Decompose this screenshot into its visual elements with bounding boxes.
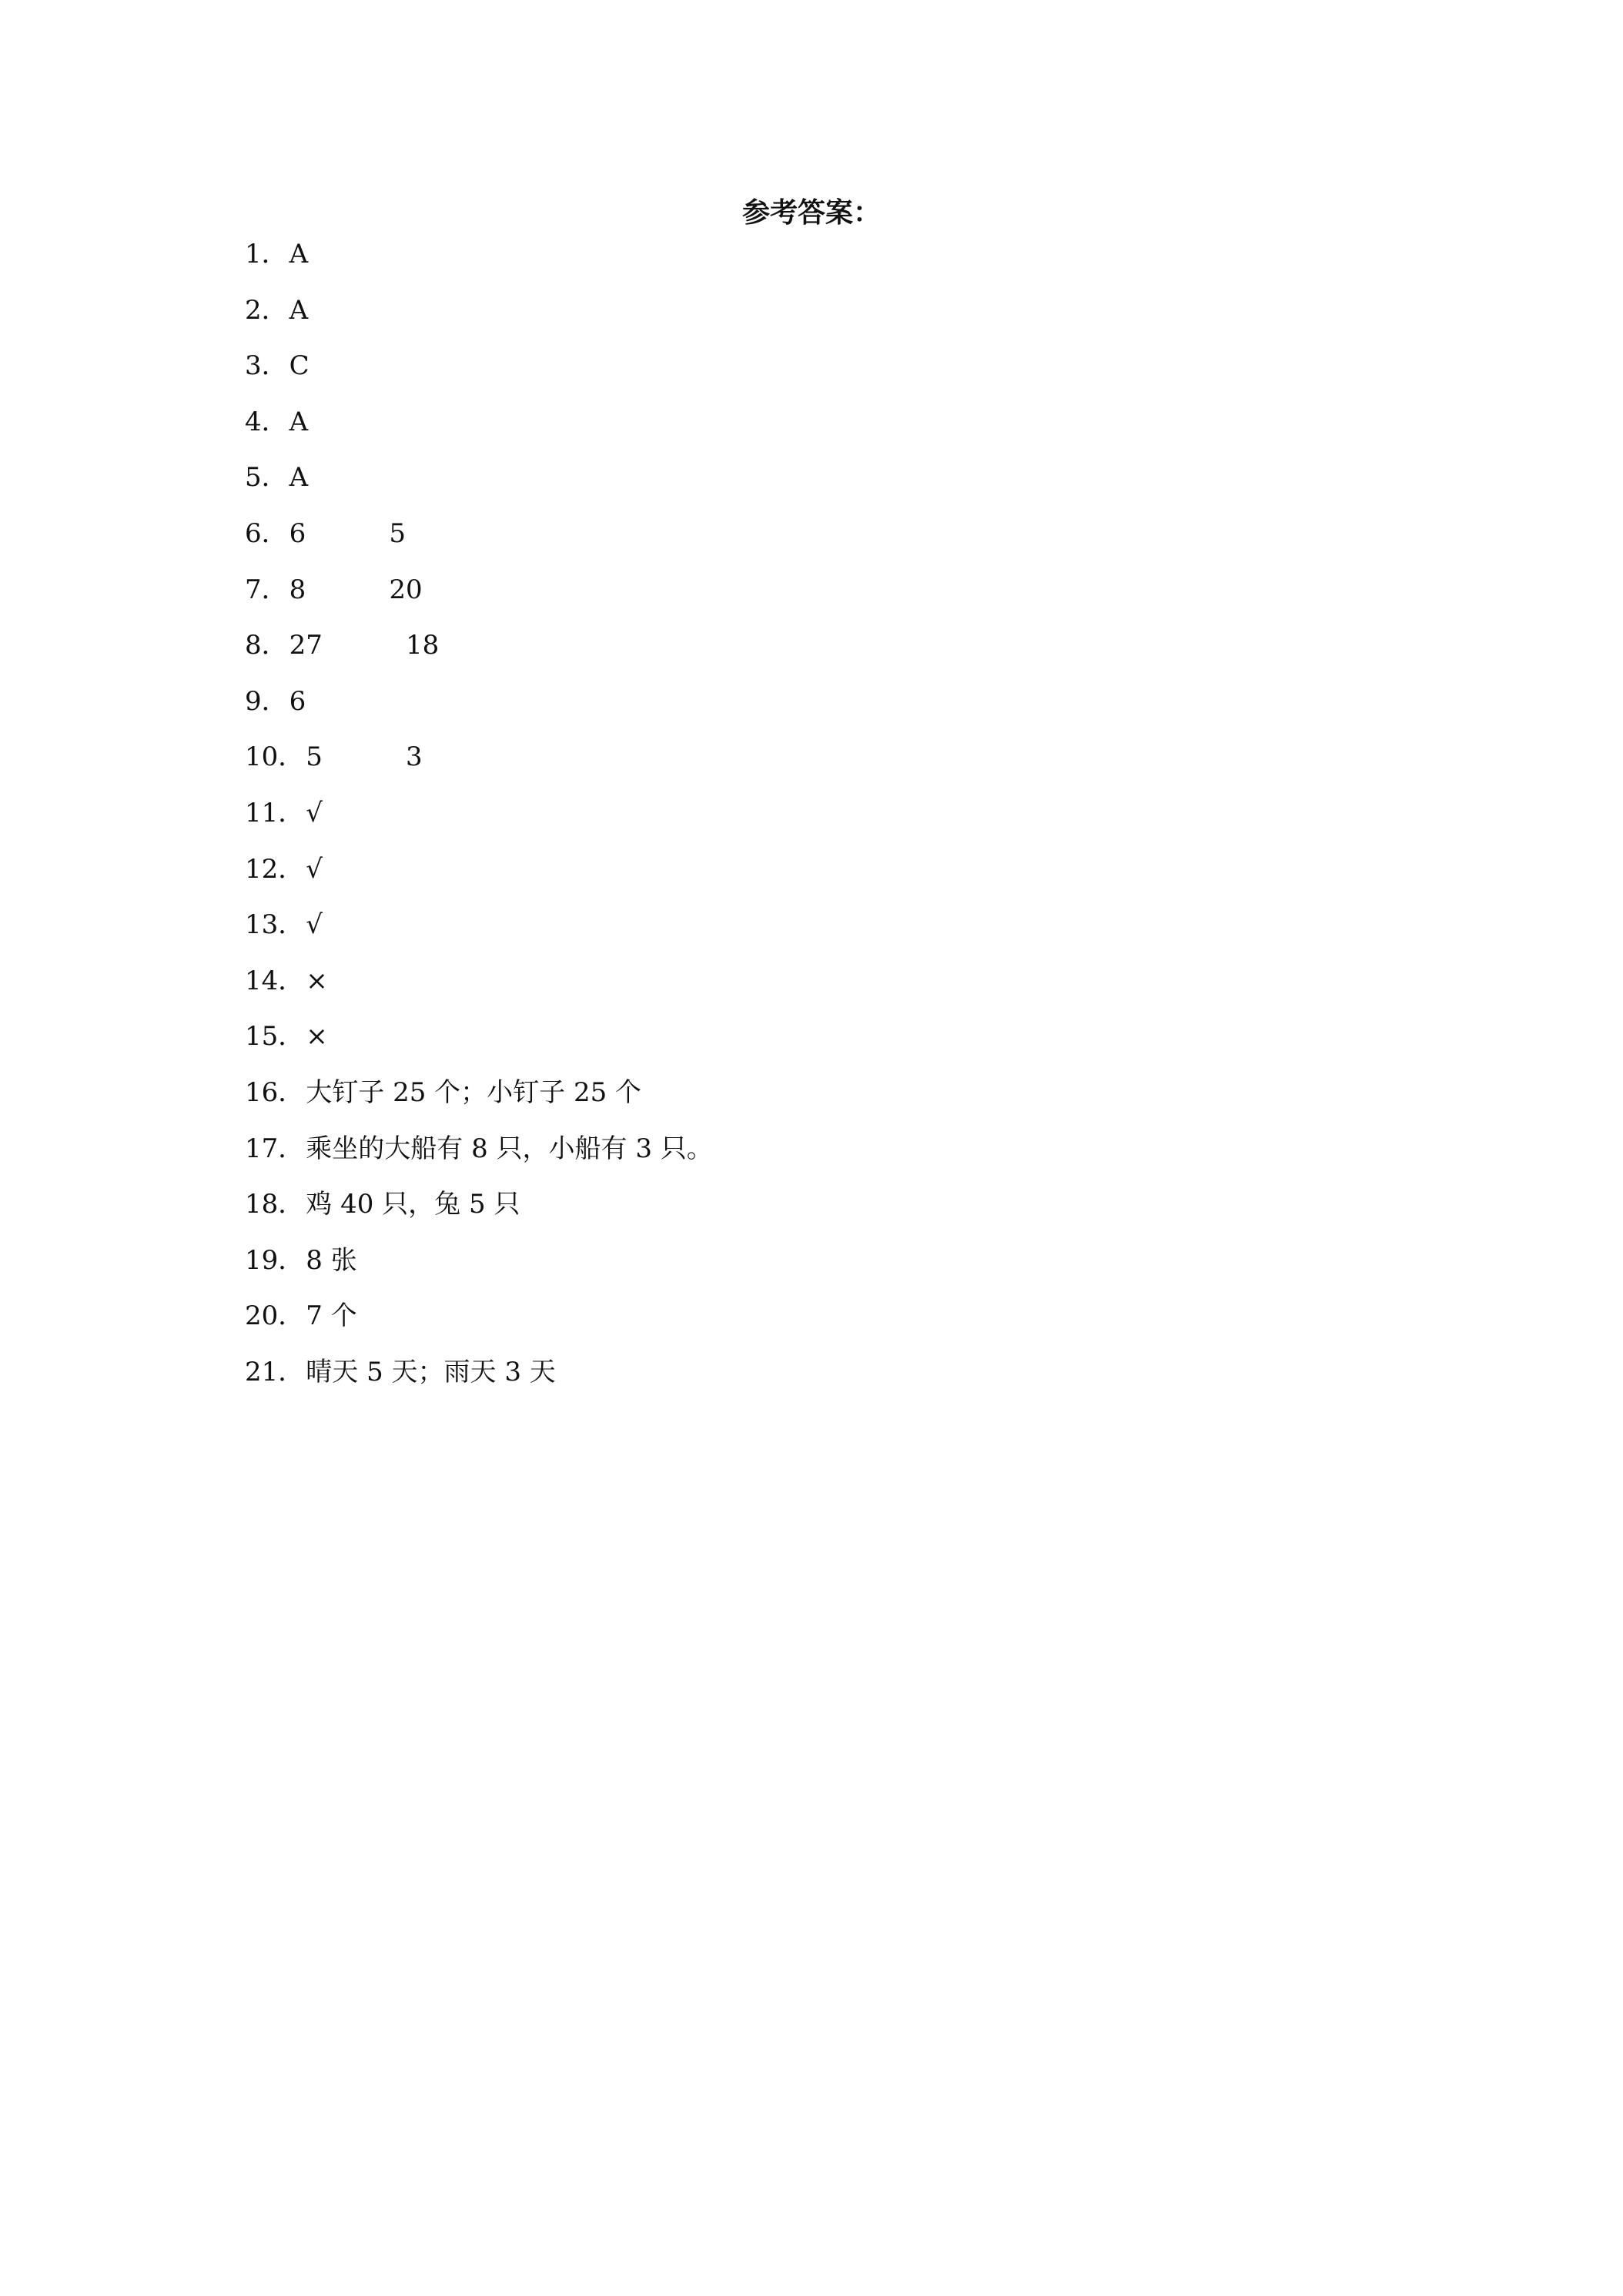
answer-separator: ． xyxy=(261,239,288,269)
answer-item xyxy=(245,1130,713,1186)
answer-number: 4 xyxy=(245,406,262,437)
answer-text: 8 张 xyxy=(306,1244,357,1276)
answer-separator: ． xyxy=(278,1300,305,1332)
answer-number: 9 xyxy=(245,685,262,717)
answer-item xyxy=(245,403,713,460)
answer-number: 11 xyxy=(245,797,279,828)
answer-separator: ． xyxy=(278,741,305,773)
answer-text: 6 5 xyxy=(289,517,406,549)
answer-item xyxy=(245,515,713,571)
answer-text: 鸡 40 只，兔 5 只 xyxy=(306,1189,520,1220)
answer-separator: ． xyxy=(261,294,288,326)
answer-separator: ． xyxy=(278,853,305,885)
answer-text: 6 xyxy=(289,685,306,717)
answer-text: 5 3 xyxy=(306,741,423,773)
answer-text: 大钉子 25 个；小钉子 25 个 xyxy=(306,1076,642,1108)
answer-item xyxy=(245,683,713,739)
answer-item xyxy=(245,738,713,795)
answer-number: 7 xyxy=(245,574,262,605)
answer-number: 13 xyxy=(245,909,279,941)
answer-text: A xyxy=(289,462,309,494)
answer-number: 5 xyxy=(245,462,262,494)
answer-number: 14 xyxy=(245,965,279,996)
answer-separator: ． xyxy=(278,1076,305,1108)
answer-item xyxy=(245,236,713,292)
answer-item xyxy=(245,1074,713,1130)
answer-text: √ xyxy=(306,909,323,941)
answer-text: A xyxy=(289,406,309,437)
answer-number: 19 xyxy=(245,1244,279,1276)
answer-item xyxy=(245,1354,713,1410)
answer-text: C xyxy=(289,350,310,382)
answer-separator: ． xyxy=(261,462,288,494)
answer-separator: ． xyxy=(278,1021,305,1053)
answer-number: 6 xyxy=(245,517,262,549)
answer-item xyxy=(245,795,713,851)
answer-separator: ． xyxy=(261,685,288,717)
answer-item xyxy=(245,571,713,628)
answer-item xyxy=(245,1018,713,1074)
answer-number: 1 xyxy=(245,239,262,269)
answer-text: √ xyxy=(306,853,323,885)
answer-separator: ． xyxy=(278,797,305,828)
answer-number: 3 xyxy=(245,350,262,382)
answer-separator: ． xyxy=(261,630,288,661)
answer-separator: ． xyxy=(278,1133,305,1164)
answer-item xyxy=(245,459,713,515)
answer-text: 27 18 xyxy=(289,630,440,661)
answer-text: 乘坐的大船有 8 只，小船有 3 只。 xyxy=(306,1133,713,1164)
answer-separator: ． xyxy=(278,1189,305,1220)
answer-number: 12 xyxy=(245,853,279,885)
answer-item xyxy=(245,1242,713,1298)
answer-text: 8 20 xyxy=(289,574,423,605)
answer-number: 17 xyxy=(245,1133,279,1164)
answer-item xyxy=(245,347,713,403)
answer-text: √ xyxy=(306,797,323,828)
answer-text: A xyxy=(289,239,309,269)
answer-number: 10 xyxy=(245,741,279,773)
answer-separator: ． xyxy=(278,1356,305,1387)
answer-number: 18 xyxy=(245,1189,279,1220)
answer-number: 16 xyxy=(245,1076,279,1108)
answer-separator: ． xyxy=(261,517,288,549)
answer-item xyxy=(245,906,713,962)
answer-list xyxy=(245,236,713,1409)
answer-number: 15 xyxy=(245,1021,279,1053)
answer-text: × xyxy=(306,965,328,996)
answer-text: 7 个 xyxy=(306,1300,357,1332)
answer-item xyxy=(245,1186,713,1242)
answer-separator: ． xyxy=(261,350,288,382)
answer-separator: ． xyxy=(278,1244,305,1276)
answer-number: 8 xyxy=(245,630,262,661)
answer-number: 2 xyxy=(245,294,262,326)
answer-separator: ． xyxy=(278,909,305,941)
answer-item xyxy=(245,1297,713,1354)
answer-separator: ． xyxy=(278,965,305,996)
answer-text: × xyxy=(306,1021,328,1053)
answer-item xyxy=(245,292,713,348)
answer-separator: ． xyxy=(261,406,288,437)
answer-number: 20 xyxy=(245,1300,279,1332)
answer-number: 21 xyxy=(245,1356,279,1387)
page-title: 参考答案： xyxy=(741,196,881,229)
answer-item xyxy=(245,851,713,907)
answer-item xyxy=(245,962,713,1019)
answer-text: A xyxy=(289,294,309,326)
answer-text: 晴天 5 天；雨天 3 天 xyxy=(306,1356,556,1387)
answer-separator: ． xyxy=(261,574,288,605)
answer-item xyxy=(245,627,713,683)
